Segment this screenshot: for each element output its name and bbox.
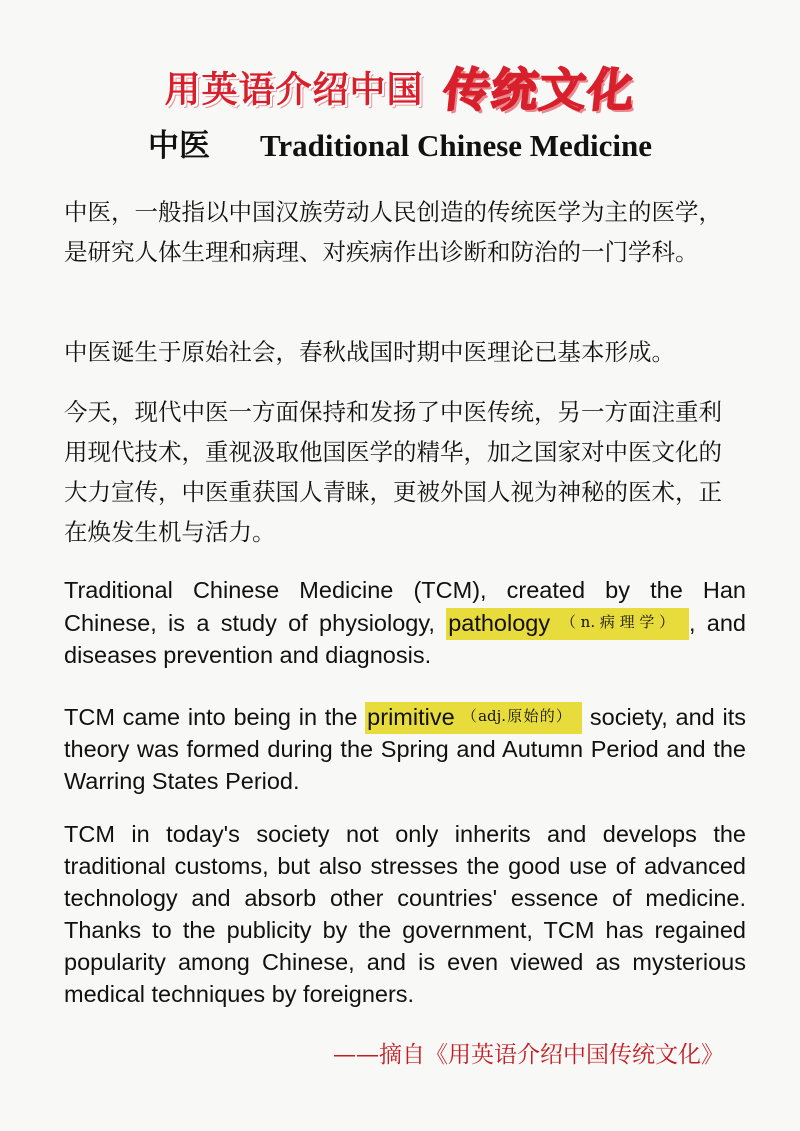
banner-title	[0, 54, 800, 120]
banner-main-text: 用英语介绍中国	[164, 69, 424, 111]
chinese-paragraph-2: 中医诞生于原始社会，春秋战国时期中医理论已基本形成。	[64, 338, 675, 366]
highlighted-word: pathology	[448, 610, 551, 636]
english-paragraph-3: TCM in today's society not only inherits and develops the traditional customs, but also stresses the good use of advanced technology and absorb other countries' essence of medicine. Thanks to the publicity by the government, TCM has regained popularity among Chinese, and is even viewed as mysterious medical techniques by foreigners.	[64, 821, 746, 1007]
english-paragraph-2	[64, 700, 746, 797]
subtitle-chinese: 中医	[147, 128, 210, 163]
chinese-paragraph-3: 今天，现代中医一方面保持和发扬了中医传统，另一方面注重利用现代技术，重视汲取他国医学的精华，加之国家对中医文化的大力宣传，中医重获国人青睐，更被外国人视为神秘的医术，正在焕发生机与活力。	[64, 398, 722, 546]
english-paragraph-2-text-after: society, and its theory was formed during the Spring and Autumn Period and the Warring States Period.	[64, 704, 746, 794]
vocabulary-note: （n.病理学）	[556, 613, 679, 631]
highlighted-term-pathology	[446, 608, 689, 640]
english-paragraph-1	[64, 574, 746, 671]
chinese-paragraph-1: 中医，一般指以中国汉族劳动人民创造的传统医学为主的医学，是研究人体生理和病理、对疾病作出诊断和防治的一门学科。	[64, 198, 722, 266]
subtitle-english: Traditional Chinese Medicine	[259, 128, 653, 163]
english-paragraph-1-text-before: Traditional Chinese Medicine (TCM), created by the Han Chinese, is a study of physiology,	[64, 577, 746, 636]
english-paragraph-2-text-before: TCM came into being in the	[64, 704, 366, 730]
english-paragraph-1-text-after: , and diseases prevention and diagnosis.	[64, 610, 746, 668]
highlighted-word: primitive	[367, 704, 455, 730]
vocabulary-note: （adj.原始的）	[460, 707, 573, 725]
source-citation: ——摘自《用英语介绍中国传统文化》	[333, 1042, 724, 1068]
subtitle	[0, 120, 800, 165]
banner-accent-text: 传统文化	[440, 63, 639, 117]
highlighted-term-primitive	[365, 702, 582, 734]
